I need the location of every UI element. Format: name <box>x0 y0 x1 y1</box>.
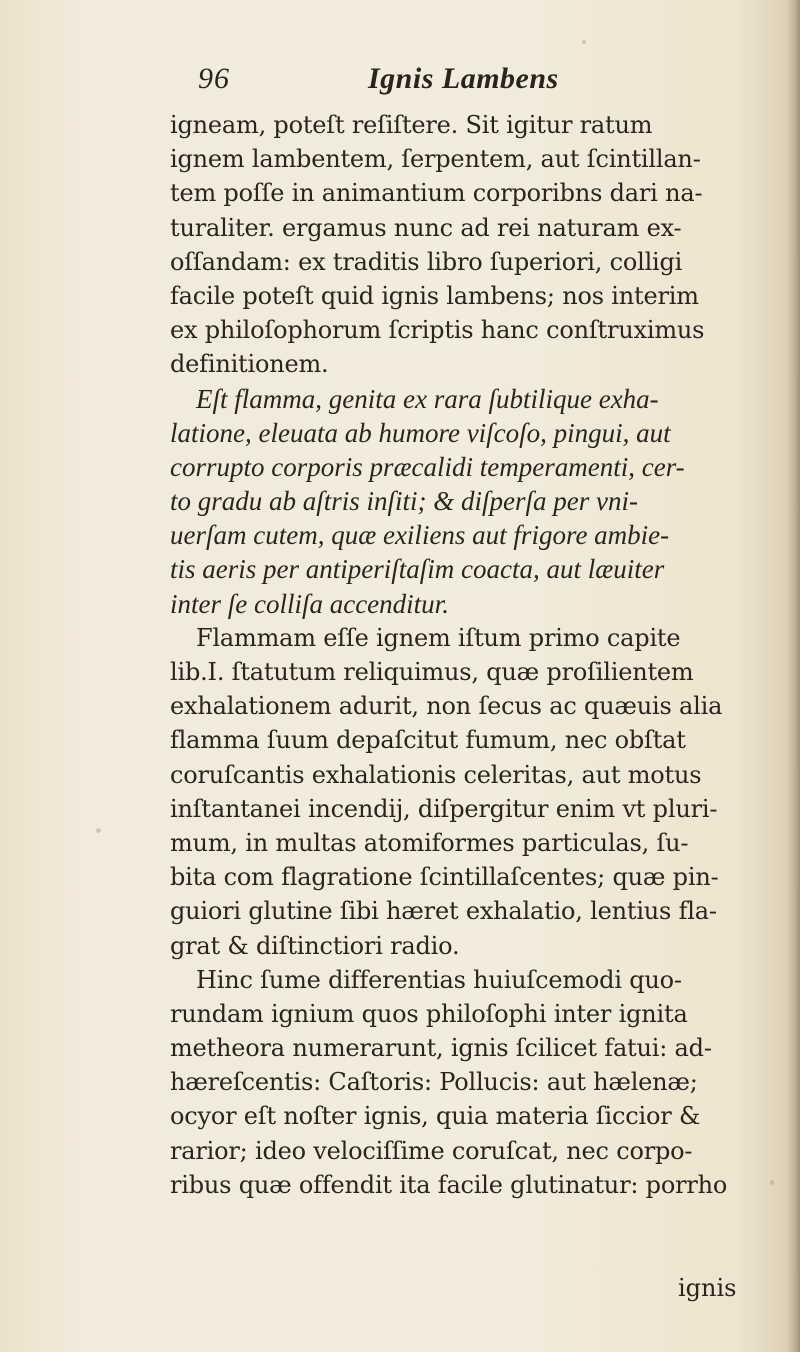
text-line: rundam ignium quos philoſophi inter ignita <box>170 999 688 1028</box>
definition-line: to gradu ab aſtris inſiti; & diſperſa per vni- <box>170 486 638 517</box>
definition-line: Eſt flamma, genita ex rara ſubtilique exha- <box>196 383 659 414</box>
page-number: 96 <box>198 62 230 95</box>
definition-line: uerſam cutem, quæ exiliens aut frigore ambie- <box>170 520 670 551</box>
text-line: facile poteſt quid ignis lambens; nos interim <box>170 281 699 310</box>
paper-speck <box>770 1180 774 1185</box>
text-line: bita com flagratione ſcintillaſcentes; quæ pin- <box>170 863 719 892</box>
text-line: hæreſcentis: Caſtoris: Pollucis: aut hælenæ; <box>170 1068 698 1097</box>
text-line: ocyor eſt noſter ignis, quia materia ſiccior & <box>170 1102 701 1131</box>
paper-speck <box>96 828 101 833</box>
page-header <box>198 62 618 102</box>
text-line: tem poſſe in animantium corporibns dari na- <box>170 179 703 208</box>
definition-line: latione, eleuata ab humore viſcoſo, pingui, aut <box>170 417 671 448</box>
text-line: grat & diſtinctiori radio. <box>170 931 460 960</box>
paper-speck <box>582 40 586 44</box>
text-line: guiori glutine ſibi hæret exhalatio, lentius fla- <box>170 897 717 926</box>
running-title: Ignis Lambens <box>368 62 559 95</box>
text-line: inſtantanei incendij, diſpergitur enim vt pluri- <box>170 794 718 823</box>
text-line: metheora numerarunt, ignis ſcilicet fatui: ad- <box>170 1034 712 1063</box>
text-line: oſſandam: ex traditis libro ſuperiori, colligi <box>170 247 683 276</box>
definition-line: tis aeris per antiperiſtaſim coacta, aut læuiter <box>170 554 665 585</box>
page-edge-shadow <box>786 0 800 1352</box>
body-text <box>170 108 770 1202</box>
text-line: mum, in multas atomiformes particulas, ſu- <box>170 828 689 857</box>
text-line: definitionem. <box>170 350 329 379</box>
text-line: Hinc ſume differentias huiuſcemodi quo- <box>196 965 682 994</box>
text-line: coruſcantis exhalationis celeritas, aut motus <box>170 760 702 789</box>
definition-line: inter ſe colliſa accenditur. <box>170 588 449 619</box>
text-line: flamma ſuum depaſcitut fumum, nec obſtat <box>170 726 686 755</box>
text-line: lib.I. ſtatutum reliquimus, quæ proſilientem <box>170 658 694 686</box>
text-line: ex philoſophorum ſcriptis hanc conſtruximus <box>170 316 705 345</box>
text-line: exhalationem adurit, non ſecus ac quæuis alia <box>170 692 723 721</box>
definition-line: corrupto corporis præcalidi temperamenti, cer- <box>170 451 685 482</box>
text-line: turaliter. ergamus nunc ad rei naturam ex- <box>170 213 682 242</box>
text-line: ribus quæ offendit ita facile glutinatur: porrho <box>170 1170 728 1199</box>
catchword: ignis <box>678 1274 737 1302</box>
text-line: ignem lambentem, ſerpentem, aut ſcintillan- <box>170 145 701 174</box>
text-line: Flammam eſſe ignem iſtum primo capite <box>196 623 681 652</box>
text-line: rarior; ideo velociſſime coruſcat, nec corpo- <box>170 1136 693 1165</box>
text-line: igneam, poteſt reſiſtere. Sit igitur ratum <box>170 111 653 139</box>
